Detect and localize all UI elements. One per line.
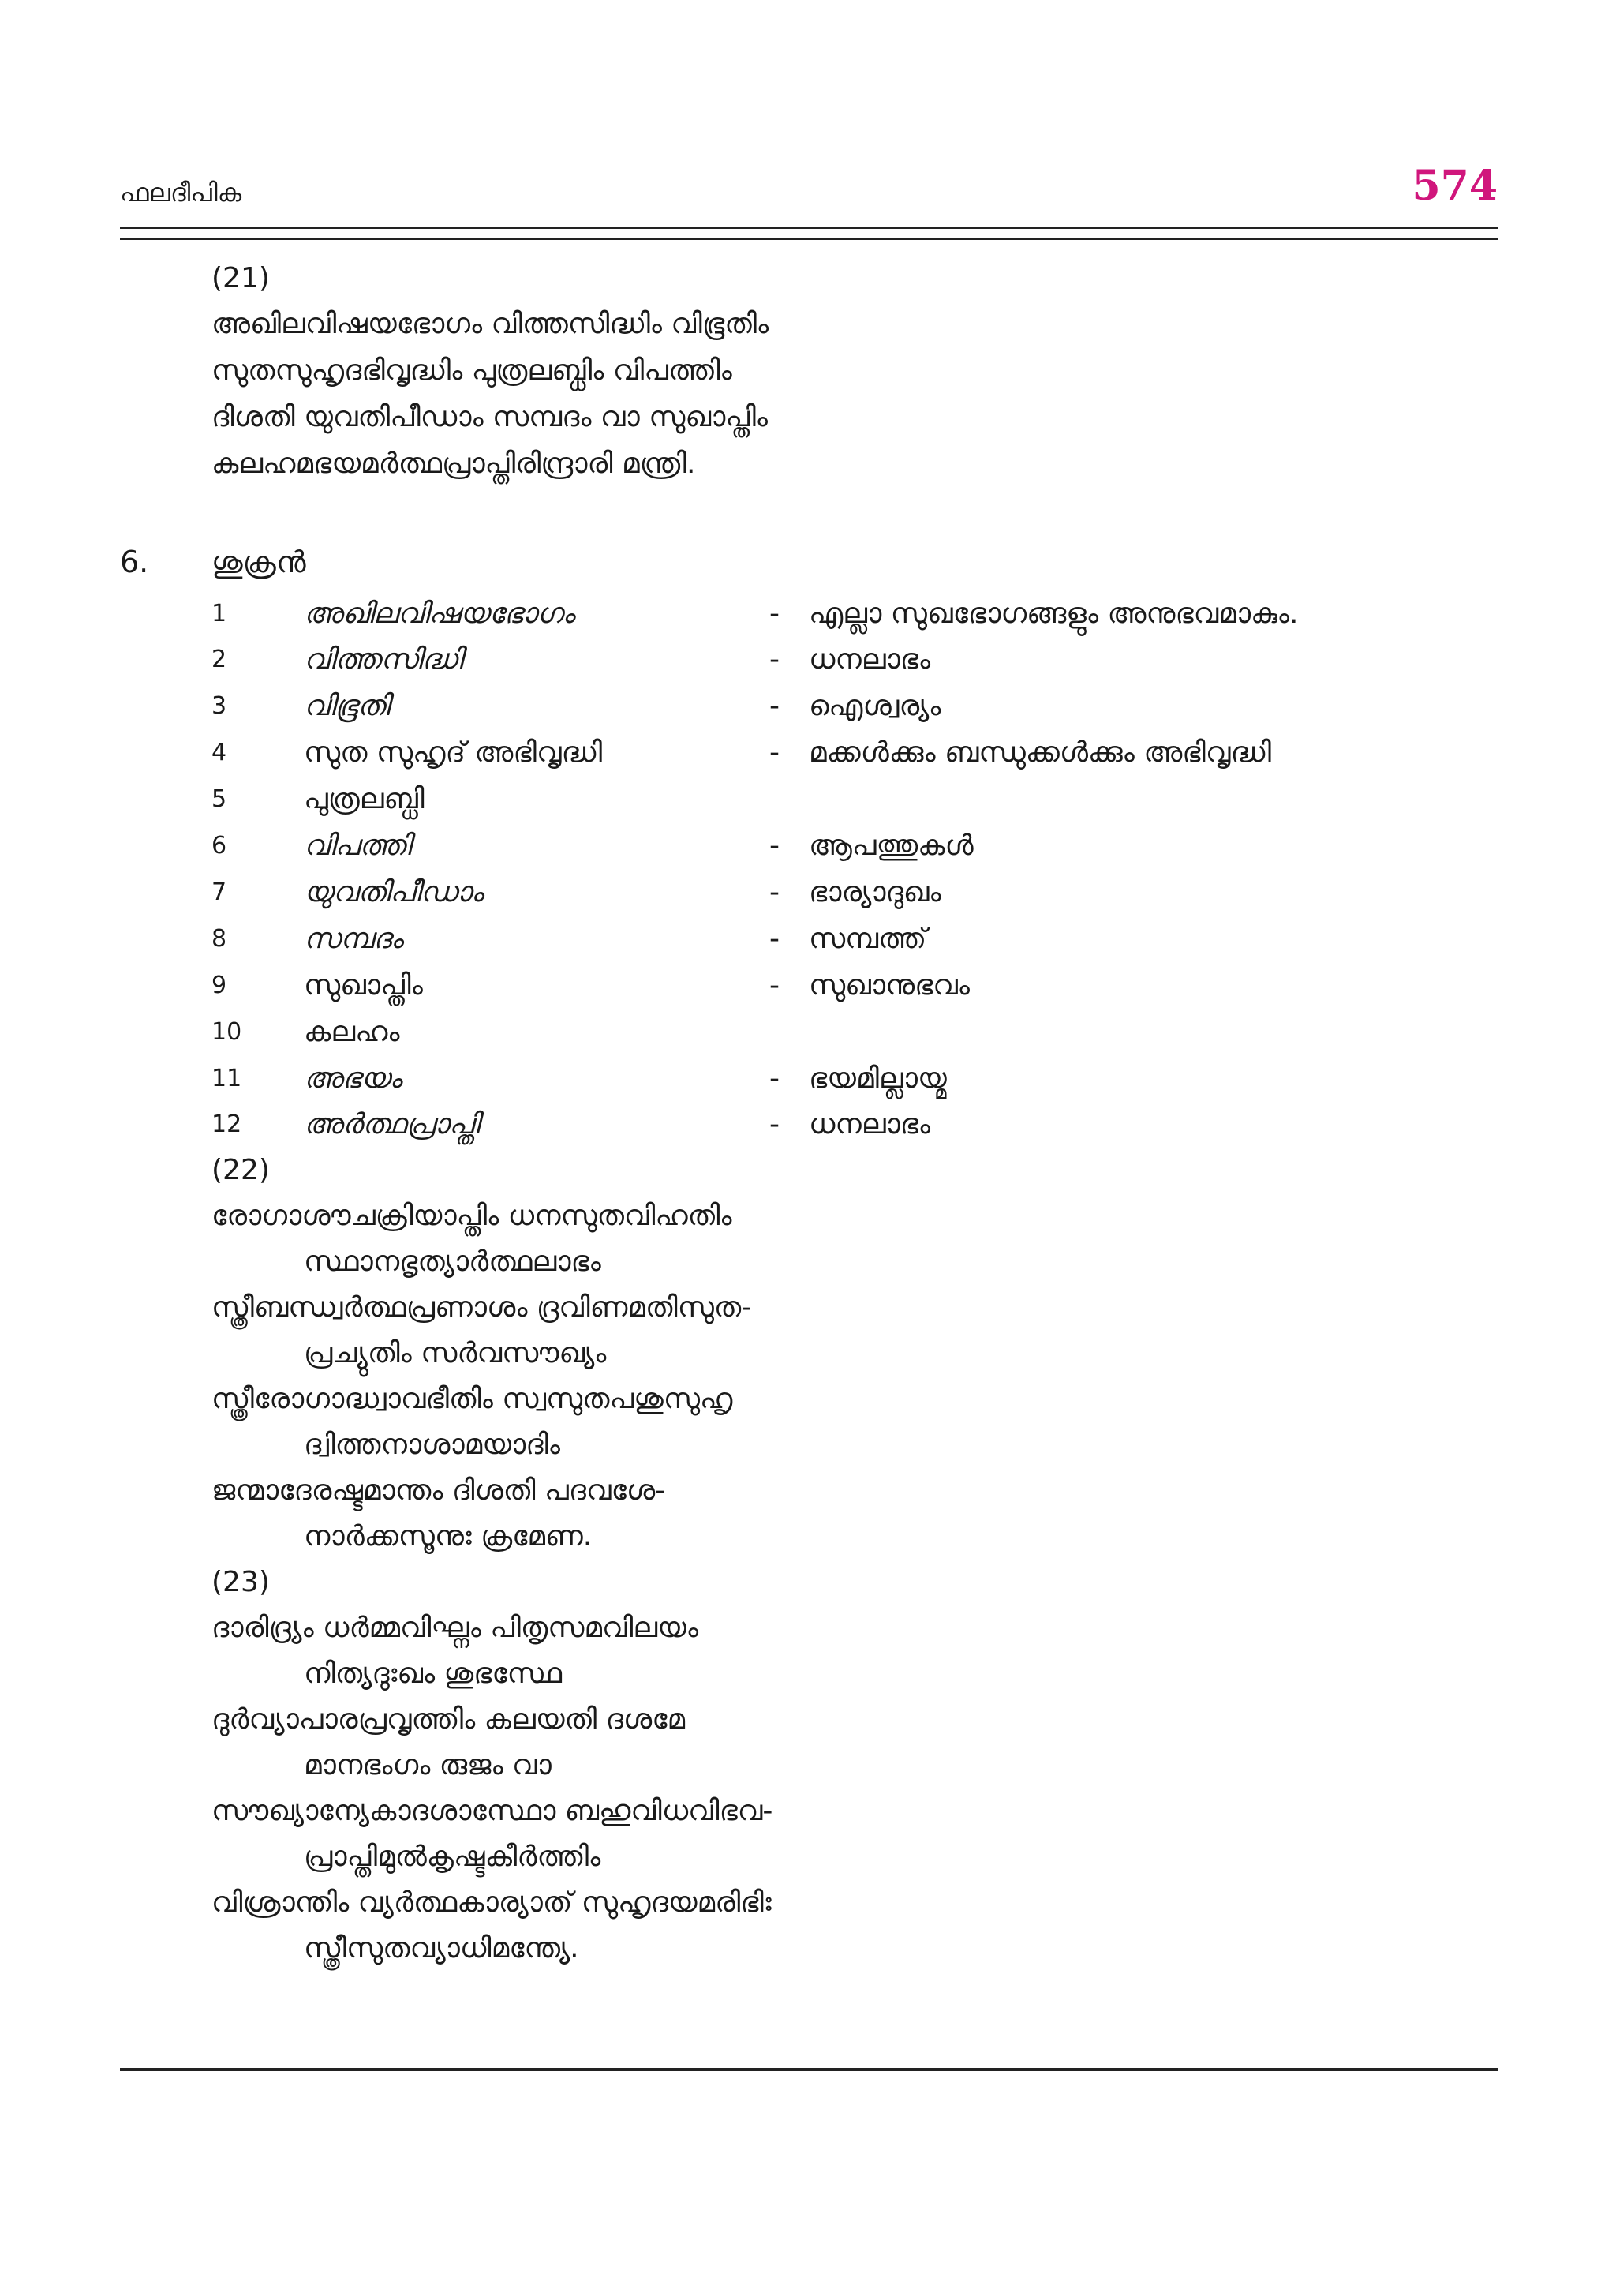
verse-22-line: രോഗാശൗചക്രിയാപ്തിം ധനസുതവിഹതിം (211, 1200, 732, 1232)
glossary-number: 9 (211, 972, 227, 999)
glossary-number: 3 (211, 692, 227, 720)
glossary-row (0, 642, 1616, 678)
verse-23-line: പ്രാപ്തിമുൽകൃഷ്ടകീർത്തിം (304, 1841, 601, 1873)
glossary-number: 5 (211, 785, 227, 813)
glossary-dash: - (769, 923, 780, 955)
verse-23-number: (23) (211, 1566, 270, 1598)
verse-23-line: ദുർവ്യാപാരപ്രവൃത്തിം കലയതി ദശമേ (211, 1703, 686, 1736)
glossary-row (0, 596, 1616, 632)
glossary-term: വിഭൂതി (304, 690, 390, 722)
verse-23-line: മാനഭംഗം രുജം വാ (304, 1749, 552, 1781)
glossary-meaning: എല്ലാ സുഖഭോഗങ്ങളും അനുഭവമാകും. (809, 597, 1299, 630)
glossary-row (0, 968, 1616, 1004)
glossary-meaning: ഐശ്വര്യം (809, 690, 941, 722)
verse-22-number: (22) (211, 1154, 270, 1186)
glossary-term: അഭയം (304, 1062, 402, 1095)
glossary-row (0, 1107, 1616, 1143)
verse-22-line: പ്രച്യുതിം സർവസൗഖ്യം (304, 1337, 607, 1369)
glossary-meaning: മക്കൾക്കും ബന്ധുക്കൾക്കും അഭിവൃദ്ധി (809, 736, 1272, 769)
glossary-term: കലഹം (304, 1016, 400, 1048)
glossary-number: 10 (211, 1018, 242, 1046)
glossary-term: വിപത്തി (304, 830, 411, 862)
verse-22-line: നാർക്കസൂനുഃ ക്രമേണ. (304, 1520, 593, 1553)
glossary-number: 6 (211, 832, 227, 860)
glossary-dash: - (769, 876, 780, 908)
glossary-meaning: ധനലാഭം (809, 1108, 931, 1141)
glossary-row (0, 828, 1616, 864)
glossary-term: സുത സുഹൃദ് അഭിവൃദ്ധി (304, 736, 603, 769)
glossary-dash: - (769, 969, 780, 1002)
verse-23-line: ദാരിദ്ര്യം ധർമ്മവിഘ്നം പിതൃസമവിലയം (211, 1612, 699, 1644)
glossary-dash: - (769, 1062, 780, 1095)
glossary-term: സുഖാപ്തിം (304, 969, 423, 1002)
verse-21-number: (21) (211, 262, 270, 294)
glossary-term: അഖിലവിഷയഭോഗം (304, 597, 575, 630)
verse-22-line: സ്ത്രീരോഗാദ്ധ്വാവഭീതിം സ്വസുതപശുസുഹൃ (211, 1383, 733, 1415)
glossary-row (0, 875, 1616, 911)
glossary-term: അർത്ഥപ്രാപ്തി (304, 1108, 480, 1141)
glossary-meaning: ധനലാഭം (809, 643, 931, 676)
glossary-number: 2 (211, 646, 227, 673)
glossary-row (0, 1014, 1616, 1051)
glossary-dash: - (769, 690, 780, 722)
page-number: 574 (1412, 162, 1498, 210)
glossary-number: 12 (211, 1111, 242, 1138)
glossary-number: 1 (211, 600, 227, 627)
verse-23-line: വിശ്രാന്തിം വ്യർത്ഥകാര്യാത് സുഹൃദയമരിഭിഃ (211, 1886, 772, 1919)
header-rule-1 (120, 227, 1498, 229)
glossary-meaning: ആപത്തുകൾ (809, 830, 974, 862)
footer-rule (120, 2068, 1498, 2071)
verse-21-line: കലഹമഭയമർത്ഥപ്രാപ്തിരിന്ദ്രാരി മന്ത്രി. (211, 448, 696, 480)
verse-23-line: നിത്യദുഃഖം ശുഭസ്ഥേ (304, 1657, 563, 1690)
glossary-row (0, 781, 1616, 818)
glossary-dash: - (769, 830, 780, 862)
glossary-dash: - (769, 736, 780, 769)
section-title: ശുക്രൻ (211, 545, 306, 579)
glossary-number: 8 (211, 925, 227, 953)
glossary-term: സമ്പദം (304, 923, 403, 955)
section-number: 6. (120, 545, 149, 579)
glossary-meaning: സമ്പത്ത് (809, 923, 927, 955)
glossary-dash: - (769, 643, 780, 676)
glossary-row (0, 735, 1616, 771)
verse-21-line: ദിശതി യുവതിപീഡാം സമ്പദം വാ സുഖാപ്തിം (211, 401, 769, 433)
glossary-row (0, 921, 1616, 957)
glossary-number: 4 (211, 739, 227, 766)
glossary-dash: - (769, 1108, 780, 1141)
glossary-term: വിത്തസിദ്ധി (304, 643, 463, 676)
glossary-dash: - (769, 597, 780, 630)
glossary-row (0, 1061, 1616, 1097)
glossary-number: 11 (211, 1065, 242, 1092)
glossary-meaning: ഭാര്യാദുഖം (809, 876, 941, 908)
verse-21-line: അഖിലവിഷയഭോഗം വിത്തസിദ്ധിം വിഭൂതിം (211, 308, 769, 340)
verse-22-line: സ്ഥാനഭൃത്യാർത്ഥലാഭം (304, 1245, 601, 1278)
glossary-row (0, 688, 1616, 725)
verse-23-line: സ്ത്രീസുതവ്യാധിമന്ത്യേ. (304, 1932, 579, 1965)
running-header-title: ഫലദീപിക (120, 178, 242, 208)
glossary-meaning: സുഖാനുഭവം (809, 969, 970, 1002)
glossary-term: യുവതിപീഡാം (304, 876, 484, 908)
verse-23-line: സൗഖ്യാന്യേകാദശാസ്ഥോ ബഹുവിധവിഭവ- (211, 1795, 773, 1827)
verse-21-line: സുതസുഹൃദഭിവൃദ്ധിം പുത്രലബ്ധിം വിപത്തിം (211, 354, 732, 387)
verse-22-line: ജന്മാദേരഷ്ടമാന്തം ദിശതി പദവശേ- (211, 1474, 666, 1507)
glossary-term: പുത്രലബ്ധി (304, 783, 425, 815)
glossary-meaning: ഭയമില്ലായ്മ (809, 1062, 947, 1095)
header-rule-2 (120, 238, 1498, 240)
verse-22-line: ദ്വിത്തനാശാമയാദിം (304, 1429, 560, 1461)
glossary-number: 7 (211, 878, 227, 906)
verse-22-line: സ്ത്രീബന്ധ്വർത്ഥപ്രണാശം ദ്രവിണമതിസുത- (211, 1291, 752, 1324)
